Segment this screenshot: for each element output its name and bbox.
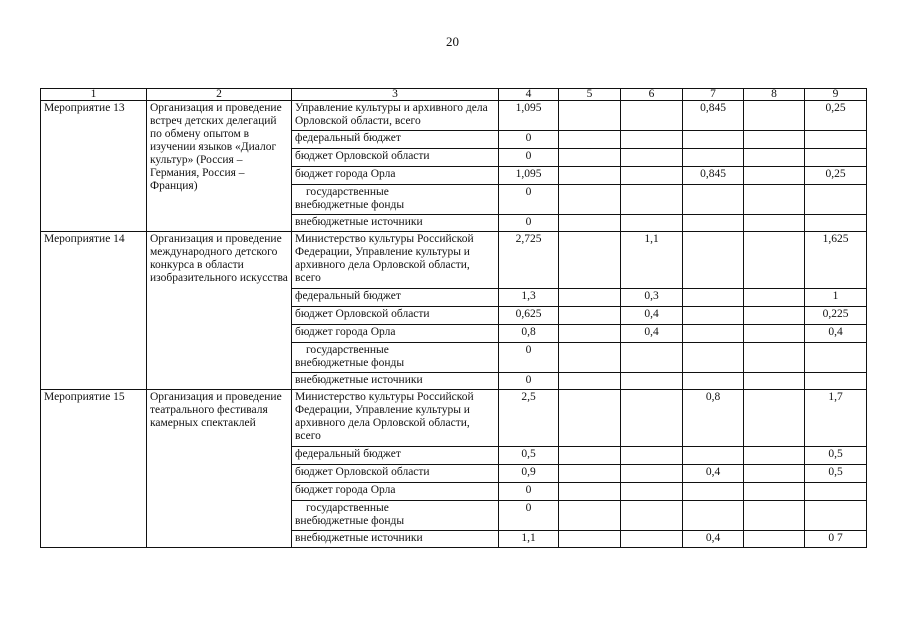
value-cell: [744, 447, 805, 465]
value-cell: 0,3: [621, 289, 683, 307]
value-cell: [683, 289, 744, 307]
table-row: [41, 232, 867, 289]
value-cell: [805, 149, 867, 167]
value-cell: [683, 307, 744, 325]
value-cell: [621, 373, 683, 390]
value-cell: [744, 131, 805, 149]
value-cell: [621, 167, 683, 185]
funding-source-cell: [292, 185, 499, 215]
value-cell: 0,25: [805, 101, 867, 131]
value-cell: [805, 501, 867, 531]
value-cell: [744, 149, 805, 167]
value-cell: [559, 307, 621, 325]
funding-source-cell: бюджет Орловской области: [292, 149, 499, 167]
funding-source-cell: внебюджетные источники: [292, 531, 499, 548]
column-header: 5: [559, 89, 621, 101]
funding-source-cell: внебюджетные источники: [292, 373, 499, 390]
value-cell: 0,4: [621, 307, 683, 325]
value-cell: [683, 149, 744, 167]
value-cell: [683, 447, 744, 465]
value-cell: [621, 185, 683, 215]
value-cell: [621, 149, 683, 167]
value-cell: [744, 390, 805, 447]
value-cell: [683, 343, 744, 373]
event-description-cell: Организация и проведение театрального фестиваля камерных спектаклей: [147, 390, 292, 548]
value-cell: 1,095: [499, 167, 559, 185]
value-cell: [621, 531, 683, 548]
funding-source-cell: федеральный бюджет: [292, 131, 499, 149]
value-cell: [559, 501, 621, 531]
event-id-cell: Мероприятие 15: [41, 390, 147, 548]
value-cell: 0: [499, 373, 559, 390]
value-cell: 0,9: [499, 465, 559, 483]
value-cell: [621, 390, 683, 447]
event-description-cell: Организация и проведение международного детского конкурса в области изобразительного искусства: [147, 232, 292, 390]
column-header: 2: [147, 89, 292, 101]
value-cell: 1,3: [499, 289, 559, 307]
value-cell: 2,5: [499, 390, 559, 447]
value-cell: [805, 185, 867, 215]
value-cell: [744, 289, 805, 307]
column-header: 1: [41, 89, 147, 101]
funding-source-line: государственные: [306, 344, 389, 356]
value-cell: [621, 343, 683, 373]
funding-source-cell: федеральный бюджет: [292, 447, 499, 465]
value-cell: [744, 465, 805, 483]
value-cell: [683, 215, 744, 232]
funding-source-cell: бюджет города Орла: [292, 483, 499, 501]
table-header-row: [41, 89, 867, 101]
value-cell: 1,1: [499, 531, 559, 548]
funding-source-cell: бюджет города Орла: [292, 167, 499, 185]
value-cell: [744, 101, 805, 131]
value-cell: [559, 101, 621, 131]
table-row: [41, 390, 867, 447]
value-cell: [621, 131, 683, 149]
value-cell: [621, 483, 683, 501]
value-cell: [805, 483, 867, 501]
value-cell: [559, 167, 621, 185]
value-cell: 1,095: [499, 101, 559, 131]
value-cell: [621, 447, 683, 465]
value-cell: [683, 483, 744, 501]
value-cell: [559, 531, 621, 548]
value-cell: 0,845: [683, 167, 744, 185]
table-row: [41, 101, 867, 131]
value-cell: [744, 167, 805, 185]
funding-source-cell: бюджет Орловской области: [292, 465, 499, 483]
value-cell: [559, 343, 621, 373]
value-cell: [744, 373, 805, 390]
value-cell: 0,5: [805, 465, 867, 483]
value-cell: 0,4: [621, 325, 683, 343]
funding-source-cell: бюджет Орловской области: [292, 307, 499, 325]
value-cell: [559, 149, 621, 167]
value-cell: 0,625: [499, 307, 559, 325]
value-cell: 0: [499, 215, 559, 232]
value-cell: [805, 373, 867, 390]
value-cell: [621, 101, 683, 131]
funding-source-line: внебюджетные фонды: [295, 357, 405, 369]
event-id-cell: Мероприятие 14: [41, 232, 147, 390]
value-cell: 0: [499, 343, 559, 373]
value-cell: [744, 307, 805, 325]
value-cell: [683, 185, 744, 215]
value-cell: 0,845: [683, 101, 744, 131]
value-cell: [744, 501, 805, 531]
column-header: 7: [683, 89, 744, 101]
value-cell: 0,225: [805, 307, 867, 325]
value-cell: 0: [499, 501, 559, 531]
column-header: 8: [744, 89, 805, 101]
value-cell: [805, 215, 867, 232]
funding-source-cell: Министерство культуры Российской Федерации, Управление культуры и архивного дела Орловской области, всего: [292, 390, 499, 447]
value-cell: [559, 373, 621, 390]
value-cell: [744, 215, 805, 232]
value-cell: [683, 232, 744, 289]
value-cell: [683, 325, 744, 343]
value-cell: [559, 232, 621, 289]
value-cell: 0,8: [499, 325, 559, 343]
value-cell: [683, 501, 744, 531]
value-cell: [621, 465, 683, 483]
funding-source-line: государственные: [306, 186, 389, 198]
value-cell: [621, 501, 683, 531]
value-cell: 0,8: [683, 390, 744, 447]
funding-source-cell: федеральный бюджет: [292, 289, 499, 307]
funding-source-line: государственные: [306, 502, 389, 514]
value-cell: 0,5: [805, 447, 867, 465]
event-id-cell: Мероприятие 13: [41, 101, 147, 232]
value-cell: 0,25: [805, 167, 867, 185]
value-cell: [559, 185, 621, 215]
value-cell: 0,4: [683, 531, 744, 548]
value-cell: 1,7: [805, 390, 867, 447]
funding-source-line: внебюджетные фонды: [295, 199, 405, 211]
value-cell: [559, 447, 621, 465]
value-cell: 0: [499, 149, 559, 167]
value-cell: 0,4: [683, 465, 744, 483]
value-cell: 0,5: [499, 447, 559, 465]
value-cell: [744, 483, 805, 501]
event-description-cell: Организация и проведение встреч детских делегаций по обмену опытом в изучении языков «Диалог культур» (Россия – Германия, Россия – Франция): [147, 101, 292, 232]
value-cell: [683, 131, 744, 149]
value-cell: [559, 483, 621, 501]
value-cell: 0: [499, 483, 559, 501]
value-cell: [621, 215, 683, 232]
funding-source-line: внебюджетные фонды: [295, 515, 405, 527]
value-cell: 1,1: [621, 232, 683, 289]
value-cell: 1,625: [805, 232, 867, 289]
value-cell: [559, 289, 621, 307]
value-cell: [805, 343, 867, 373]
value-cell: 0 7: [805, 531, 867, 548]
funding-source-cell: [292, 501, 499, 531]
funding-source-cell: Министерство культуры Российской Федерации, Управление культуры и архивного дела Орловской области, всего: [292, 232, 499, 289]
value-cell: 2,725: [499, 232, 559, 289]
value-cell: [683, 373, 744, 390]
value-cell: [559, 215, 621, 232]
value-cell: [805, 131, 867, 149]
funding-source-cell: [292, 343, 499, 373]
value-cell: [744, 232, 805, 289]
column-header: 4: [499, 89, 559, 101]
value-cell: [559, 390, 621, 447]
funding-source-cell: внебюджетные источники: [292, 215, 499, 232]
value-cell: 0,4: [805, 325, 867, 343]
funding-source-cell: Управление культуры и архивного дела Орловской области, всего: [292, 101, 499, 131]
column-header: 6: [621, 89, 683, 101]
page-number: 20: [446, 34, 459, 49]
value-cell: 1: [805, 289, 867, 307]
value-cell: 0: [499, 185, 559, 215]
value-cell: [744, 343, 805, 373]
value-cell: [559, 131, 621, 149]
budget-table: [40, 88, 867, 548]
value-cell: [744, 325, 805, 343]
value-cell: 0: [499, 131, 559, 149]
funding-source-cell: бюджет города Орла: [292, 325, 499, 343]
value-cell: [744, 185, 805, 215]
column-header: 3: [292, 89, 499, 101]
column-header: 9: [805, 89, 867, 101]
value-cell: [559, 465, 621, 483]
value-cell: [744, 531, 805, 548]
value-cell: [559, 325, 621, 343]
